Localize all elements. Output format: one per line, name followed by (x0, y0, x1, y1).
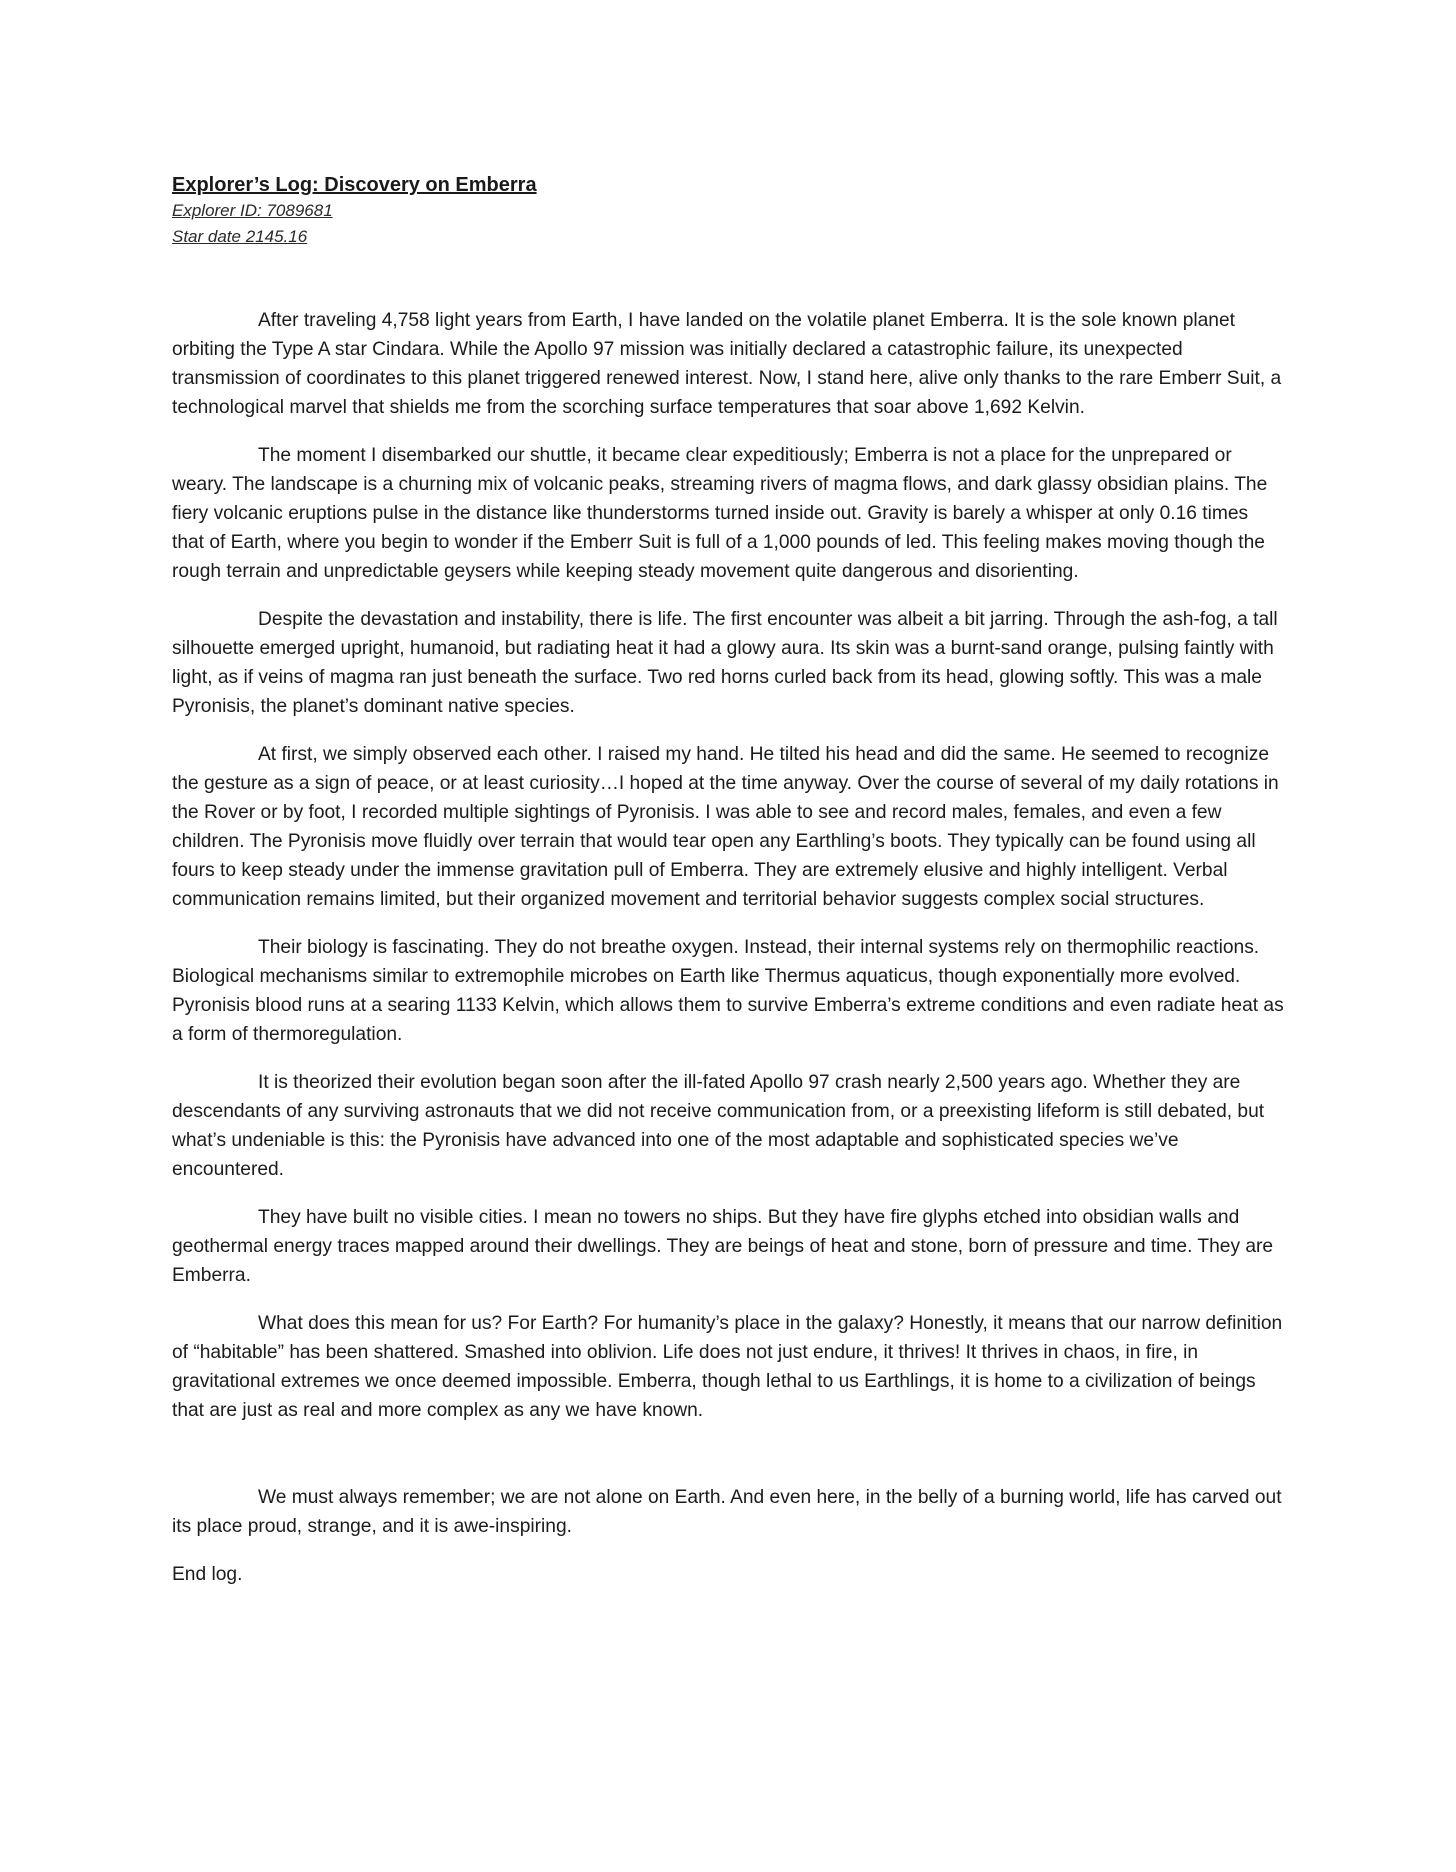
document-title: Explorer’s Log: Discovery on Emberra (172, 174, 537, 196)
paragraph-landscape: The moment I disembarked our shuttle, it became clear expeditiously; Emberra is not a place for the unprepared or weary. The landscape is a churning mix of volcanic peaks, streaming rivers of magma flows, and dark glassy obsidian plains. The fiery volcanic eruptions pulse in the distance like thunderstorms turned inside out. Gravity is barely a whisper at only 0.16 times that of Earth, where you begin to wonder if the Emberr Suit is full of a 1,000 pounds of led. This feeling makes moving though the rough terrain and unpredictable geysers while keeping steady movement quite dangerous and disorienting. (172, 445, 1268, 582)
paragraph-arrival: After traveling 4,758 light years from Earth, I have landed on the volatile planet Emberra. It is the sole known planet orbiting the Type A star Cindara. While the Apollo 97 mission was initially declared a catastrophic failure, its unexpected transmission of coordinates to this planet triggered renewed interest. Now, I stand here, alive only thanks to the rare Emberr Suit, a technological marvel that shields me from the scorching surface temperatures that soar above 1,692 Kelvin. (172, 310, 1282, 418)
paragraph-observation: At first, we simply observed each other. I raised my hand. He tilted his head and did the same. He seemed to recognize the gesture as a sign of peace, or at least curiosity…I hoped at the time anyway. Over the course of several of my daily rotations in the Rover or by foot, I recorded multiple sightings of Pyronisis. I was able to see and record males, females, and even a few children. The Pyronisis move fluidly over terrain that would tear open any Earthling’s boots. They typically can be found using all fours to keep steady under the immense gravitation pull of Emberra. They are extremely elusive and highly intelligent. Verbal communication remains limited, but their organized movement and territorial behavior suggests complex social structures. (172, 744, 1279, 910)
end-log: End log. (172, 1564, 243, 1585)
explorer-id: Explorer ID: 7089681 (172, 201, 333, 220)
document-page (172, 172, 1284, 1589)
log-header (172, 172, 1284, 250)
log-body (172, 306, 1284, 1589)
paragraph-implications: What does this mean for us? For Earth? For humanity’s place in the galaxy? Honestly, it means that our narrow definition of “habitable” has been shattered. Smashed into oblivion. Life does not just endure, it thrives! It thrives in chaos, in fire, in gravitational extremes we once deemed impossible. Emberra, though lethal to us Earthlings, it is home to a civilization of beings that are just as real and more complex as any we have known. (172, 1313, 1283, 1421)
paragraph-conclusion: We must always remember; we are not alone on Earth. And even here, in the belly of a burning world, life has carved out its place proud, strange, and it is awe-inspiring. (172, 1487, 1282, 1537)
paragraph-culture: They have built no visible cities. I mean no towers no ships. But they have fire glyphs etched into obsidian walls and geothermal energy traces mapped around their dwellings. They are beings of heat and stone, born of pressure and time. They are Emberra. (172, 1207, 1274, 1286)
paragraph-evolution: It is theorized their evolution began soon after the ill-fated Apollo 97 crash nearly 2,500 years ago. Whether they are descendants of any surviving astronauts that we did not receive communication from, or a preexisting lifeform is still debated, but what’s undeniable is this: the Pyronisis have advanced into one of the most adaptable and sophisticated species we’ve encountered. (172, 1072, 1265, 1180)
paragraph-first-encounter: Despite the devastation and instability, there is life. The first encounter was albeit a bit jarring. Through the ash-fog, a tall silhouette emerged upright, humanoid, but radiating heat it had a glowy aura. Its skin was a burnt-sand orange, pulsing faintly with light, as if veins of magma ran just beneath the surface. Two red horns curled back from its head, glowing softly. This was a male Pyronisis, the planet’s dominant native species. (172, 609, 1278, 717)
paragraph-biology: Their biology is fascinating. They do not breathe oxygen. Instead, their internal systems rely on thermophilic reactions. Biological mechanisms similar to extremophile microbes on Earth like Thermus aquaticus, though exponentially more evolved. Pyronisis blood runs at a searing 1133 Kelvin, which allows them to survive Emberra’s extreme conditions and even radiate heat as a form of thermoregulation. (172, 937, 1284, 1045)
star-date: Star date 2145.16 (172, 227, 308, 246)
